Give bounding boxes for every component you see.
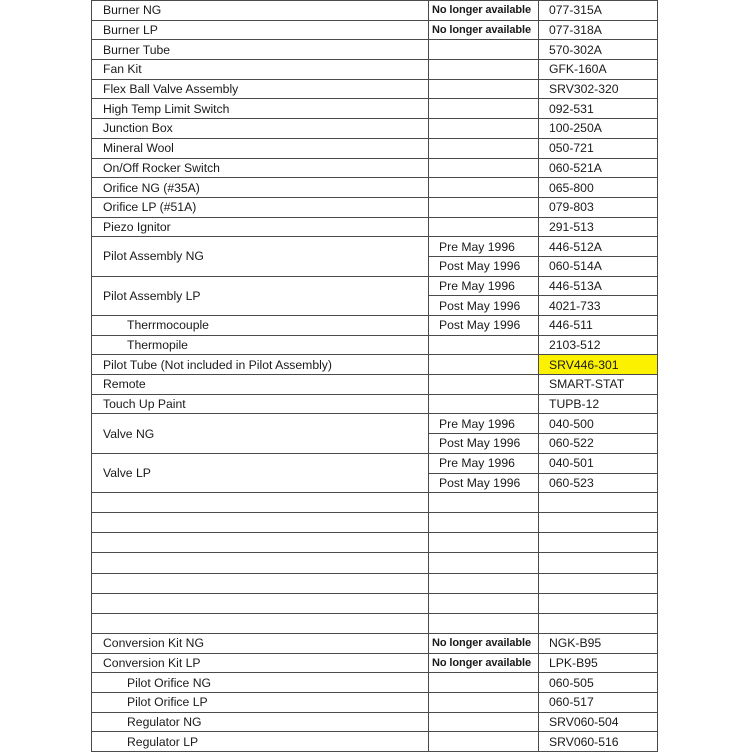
empty-cell: [429, 158, 539, 178]
empty-cell: [539, 613, 658, 633]
part-description: Touch Up Paint: [92, 394, 429, 414]
part-number: 077-318A: [539, 20, 658, 40]
blank-row: [92, 593, 658, 613]
empty-cell: [429, 119, 539, 139]
table-row: [92, 653, 658, 673]
table-row: [92, 237, 658, 257]
part-number: 060-522: [539, 434, 658, 454]
table-row: [92, 673, 658, 693]
date-range: Pre May 1996: [429, 453, 539, 473]
part-description: Pilot Assembly NG: [92, 237, 429, 276]
empty-cell: [429, 197, 539, 217]
part-number: SRV060-504: [539, 712, 658, 732]
part-number: 291-513: [539, 217, 658, 237]
empty-cell: [429, 712, 539, 732]
blank-row: [92, 533, 658, 553]
table-row: [92, 40, 658, 60]
table-row: [92, 79, 658, 99]
table-row: [92, 178, 658, 198]
empty-cell: [429, 593, 539, 613]
empty-cell: [429, 217, 539, 237]
blank-row: [92, 613, 658, 633]
part-description: Pilot Orifice LP: [92, 692, 429, 712]
part-description: Fan Kit: [92, 60, 429, 80]
empty-cell: [92, 593, 429, 613]
part-number: 077-315A: [539, 1, 658, 21]
date-range: Post May 1996: [429, 473, 539, 493]
empty-cell: [92, 573, 429, 593]
empty-cell: [539, 493, 658, 513]
part-description: Valve NG: [92, 414, 429, 453]
part-number: 446-512A: [539, 237, 658, 257]
empty-cell: [429, 573, 539, 593]
part-description: Therrmocouple: [92, 316, 429, 336]
empty-cell: [539, 593, 658, 613]
part-number: 060-521A: [539, 158, 658, 178]
table-row: [92, 119, 658, 139]
blank-row: [92, 493, 658, 513]
empty-cell: [429, 40, 539, 60]
part-description: On/Off Rocker Switch: [92, 158, 429, 178]
part-number: TUPB-12: [539, 394, 658, 414]
table-row: [92, 316, 658, 336]
part-description: Burner LP: [92, 20, 429, 40]
part-description: Mineral Wool: [92, 138, 429, 158]
part-description: High Temp Limit Switch: [92, 99, 429, 119]
part-number: 446-511: [539, 316, 658, 336]
empty-cell: [92, 533, 429, 553]
part-description: Valve LP: [92, 453, 429, 492]
availability-note: No longer available: [429, 653, 539, 673]
part-number: 060-517: [539, 692, 658, 712]
part-number: NGK-B95: [539, 633, 658, 653]
date-range: Post May 1996: [429, 434, 539, 454]
table-row: [92, 217, 658, 237]
table-row: [92, 20, 658, 40]
table-row: [92, 732, 658, 752]
table-row: [92, 633, 658, 653]
part-description: Pilot Tube (Not included in Pilot Assembly): [92, 355, 429, 375]
part-number: 2103-512: [539, 335, 658, 355]
part-description: Conversion Kit LP: [92, 653, 429, 673]
empty-cell: [429, 355, 539, 375]
availability-note: No longer available: [429, 20, 539, 40]
part-description: Pilot Orifice NG: [92, 673, 429, 693]
availability-note: No longer available: [429, 1, 539, 21]
part-description: Regulator LP: [92, 732, 429, 752]
empty-cell: [429, 99, 539, 119]
date-range: Post May 1996: [429, 316, 539, 336]
date-range: Pre May 1996: [429, 237, 539, 257]
blank-row: [92, 553, 658, 573]
part-number: 065-800: [539, 178, 658, 198]
table-row: [92, 99, 658, 119]
date-range: Post May 1996: [429, 296, 539, 316]
table-row: [92, 60, 658, 80]
blank-row: [92, 513, 658, 533]
part-number: SMART-STAT: [539, 375, 658, 395]
part-description: Flex Ball Valve Assembly: [92, 79, 429, 99]
highlighted-part-number: SRV446-301: [539, 355, 658, 375]
table-row: [92, 276, 658, 296]
part-description: Remote: [92, 375, 429, 395]
empty-cell: [92, 613, 429, 633]
empty-cell: [92, 493, 429, 513]
part-description: Orifice LP (#51A): [92, 197, 429, 217]
table-row: [92, 692, 658, 712]
empty-cell: [429, 138, 539, 158]
table-row: [92, 453, 658, 473]
empty-cell: [429, 394, 539, 414]
empty-cell: [92, 553, 429, 573]
part-number: 060-514A: [539, 256, 658, 276]
blank-row: [92, 573, 658, 593]
empty-cell: [429, 60, 539, 80]
empty-cell: [429, 178, 539, 198]
empty-cell: [429, 533, 539, 553]
empty-cell: [429, 553, 539, 573]
table-row: [92, 335, 658, 355]
table-row: [92, 1, 658, 21]
table-row: [92, 138, 658, 158]
empty-cell: [429, 692, 539, 712]
empty-cell: [429, 513, 539, 533]
table-row: [92, 197, 658, 217]
part-number: 079-803: [539, 197, 658, 217]
empty-cell: [429, 673, 539, 693]
date-range: Post May 1996: [429, 256, 539, 276]
part-description: Orifice NG (#35A): [92, 178, 429, 198]
part-description: Junction Box: [92, 119, 429, 139]
table-row: [92, 394, 658, 414]
part-description: Piezo Ignitor: [92, 217, 429, 237]
part-number: 060-523: [539, 473, 658, 493]
parts-table-body: [92, 1, 658, 752]
part-number: 060-505: [539, 673, 658, 693]
empty-cell: [539, 513, 658, 533]
empty-cell: [429, 335, 539, 355]
part-number: 4021-733: [539, 296, 658, 316]
part-number: 040-500: [539, 414, 658, 434]
empty-cell: [429, 375, 539, 395]
part-description: Conversion Kit NG: [92, 633, 429, 653]
part-number: 050-721: [539, 138, 658, 158]
date-range: Pre May 1996: [429, 276, 539, 296]
table-row: [92, 375, 658, 395]
availability-note: No longer available: [429, 633, 539, 653]
empty-cell: [429, 613, 539, 633]
table-row: [92, 158, 658, 178]
empty-cell: [539, 533, 658, 553]
table-row: [92, 712, 658, 732]
part-number: 570-302A: [539, 40, 658, 60]
empty-cell: [429, 493, 539, 513]
empty-cell: [539, 573, 658, 593]
part-description: Pilot Assembly LP: [92, 276, 429, 315]
table-row: [92, 355, 658, 375]
empty-cell: [429, 732, 539, 752]
part-number: 092-531: [539, 99, 658, 119]
date-range: Pre May 1996: [429, 414, 539, 434]
part-number: LPK-B95: [539, 653, 658, 673]
empty-cell: [539, 553, 658, 573]
part-number: SRV060-516: [539, 732, 658, 752]
part-description: Regulator NG: [92, 712, 429, 732]
part-number: GFK-160A: [539, 60, 658, 80]
part-description: Thermopile: [92, 335, 429, 355]
part-number: SRV302-320: [539, 79, 658, 99]
part-number: 100-250A: [539, 119, 658, 139]
part-number: 446-513A: [539, 276, 658, 296]
empty-cell: [429, 79, 539, 99]
part-description: Burner Tube: [92, 40, 429, 60]
parts-table: [91, 0, 658, 752]
empty-cell: [92, 513, 429, 533]
part-number: 040-501: [539, 453, 658, 473]
part-description: Burner NG: [92, 1, 429, 21]
table-row: [92, 414, 658, 434]
